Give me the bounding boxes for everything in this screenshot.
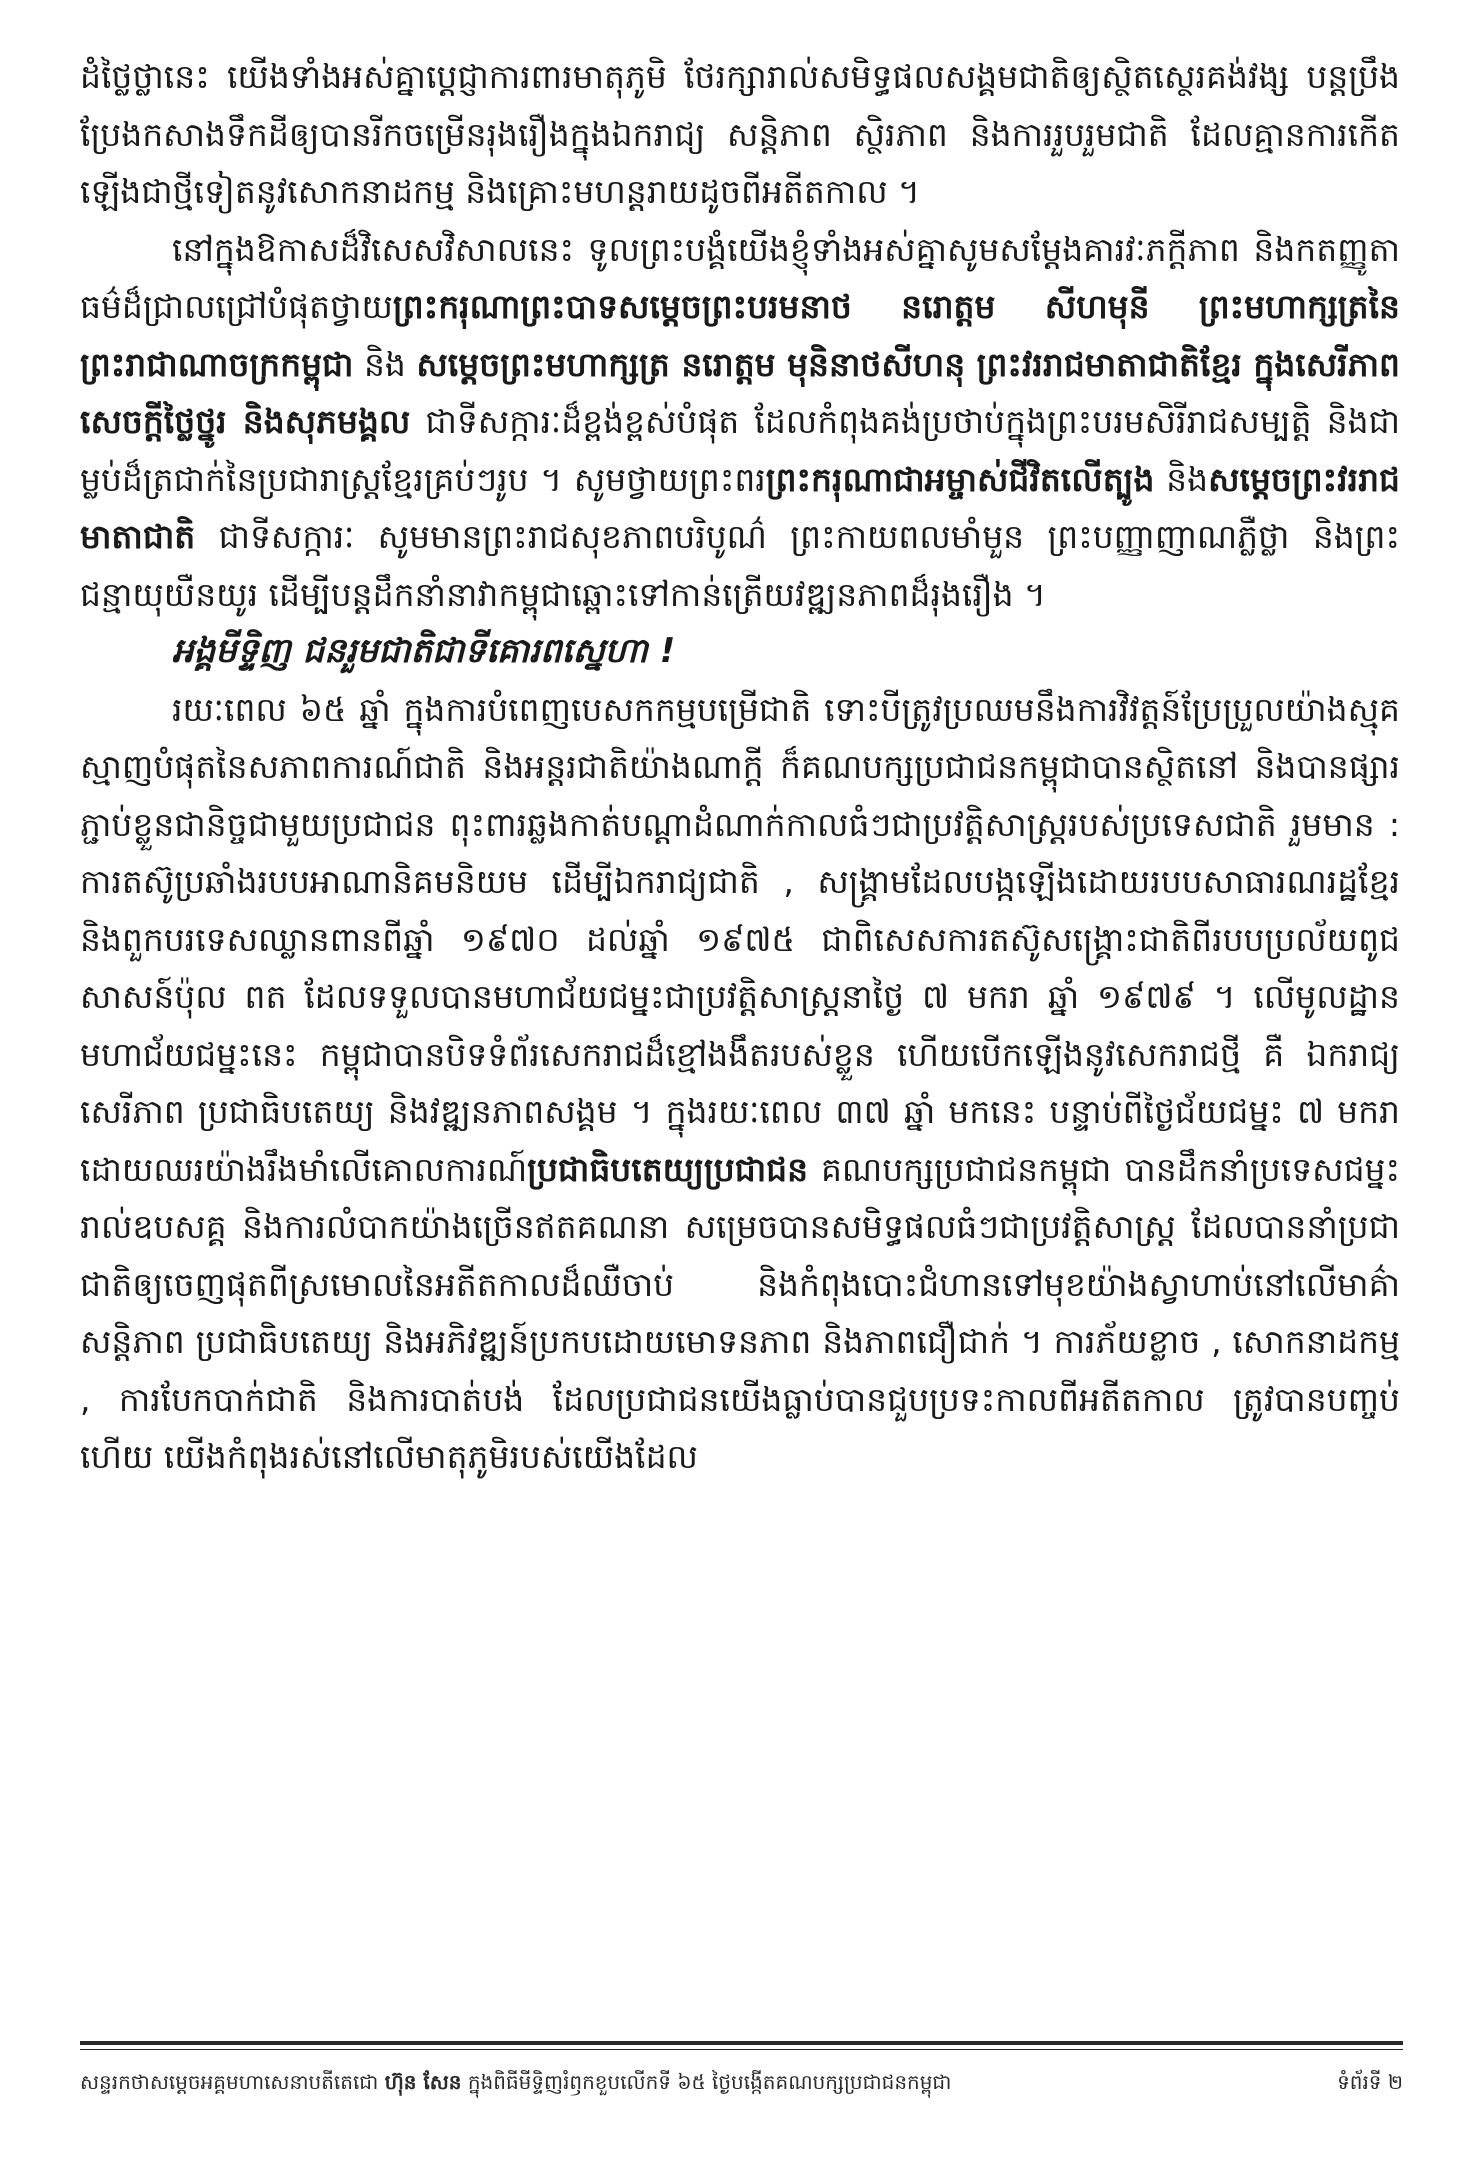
paragraph-2-text-4: និង — [1154, 459, 1209, 499]
royal-title-king: ព្រះករុណាព្រះបាទសម្តេចព្រះបរមនាថ នរោត្តម សីហមុនី ព្រះមហាក្សត្រនៃព្រះរាជាណាចក្រកម្ពុជា — [80, 287, 1400, 384]
paragraph-2-text-1: នៅក្នុងឱកាសដ៏វិសេសវិសាលនេះ ទូលព្រះបង្គំយើងខ្ញុំទាំងអស់គ្នាសូមសម្តែងគារវៈភក្តីភាព និងកតញ្ញូតាធម៌ដ៏ជ្រាលជ្រៅបំផុតថ្វាយ — [80, 229, 1400, 326]
paragraph-2-text-5: ជាទីសក្ការៈ សូមមានព្រះរាជសុខភាពបរិបូណ៌ ព្រះកាយពលមាំមួន ព្រះបញ្ញាញាណភ្លឺថ្លា និងព្រះជន្មាយុយឺនយូរ ដើម្បីបន្តដឹកនាំនាវាកម្ពុជាឆ្ពោះទៅកាន់ត្រើយវឌ្ឍនភាពដ៏រុងរឿង ។ — [80, 517, 1400, 614]
paragraph-2-text-3: ជាទីសក្ការៈដ៏ខ្ពង់ខ្ពស់បំផុត ដែលកំពុងគង់ប្រថាប់ក្នុងព្រះបរមសិរីរាជសម្បត្តិ និងជាម្លប់ដ៏ត្រជាក់នៃប្រជារាស្ត្រខ្មែរគ្រប់ៗរូប ។ សូមថ្វាយព្រះពរ — [80, 402, 1400, 499]
section-heading: អង្គមីទ្ទិញ ជនរួមជាតិជាទីគោរពស្នេហា ! — [172, 631, 676, 671]
royal-title-queen-mother-short: សម្តេចព្រះវររាជមាតាជាតិ — [80, 459, 1400, 556]
royal-title-king-short: ព្រះករុណាជាអម្ចាស់ជីវិតលើត្បូង — [765, 459, 1155, 499]
footer-divider-thick — [80, 2041, 1403, 2045]
footer-speaker-name: ហ៊ុន សែន — [384, 2070, 462, 2094]
peoples-democracy-term: ប្រជាធិបតេយ្យប្រជាជន — [527, 1149, 809, 1189]
footer-divider-thin — [80, 2049, 1403, 2050]
footer-title-text-2: ក្នុងពិធីមីទ្ទិញរំឭកខួបលើកទី ៦៥ ថ្ងៃបង្កើតគណបក្សប្រជាជនកម្ពុជា — [461, 2070, 952, 2094]
paragraph-3-text-1: រយៈពេល ៦៥ ឆ្នាំ ក្នុងការបំពេញបេសកកម្មបម្រើជាតិ ទោះបីត្រូវប្រឈមនឹងការវិវត្តន៍ប្រែប្រួលយ៉ាងស្មុគស្មាញបំផុតនៃសភាពការណ៍ជាតិ និងអន្តរជាតិយ៉ាងណាក្តី ក៏គណបក្សប្រជាជនកម្ពុជាបានស្ថិតនៅ និងបានផ្សារភ្ជាប់ខ្លួនជានិច្ចជាមួយប្រជាជន ពុះពារឆ្លងកាត់បណ្តាដំណាក់កាលធំៗជាប្រវត្តិសាស្ត្ររបស់ប្រទេសជាតិ រួមមាន : ការតស៊ូប្រឆាំងរបបអាណានិគមនិយម ដើម្បីឯករាជ្យជាតិ , សង្គ្រាមដែលបង្កឡើងដោយរបបសាធារណរដ្ឋខ្មែរ និងពួកបរទេសឈ្លានពានពីឆ្នាំ ១៩៧០ ដល់ឆ្នាំ ១៩៧៥ ជាពិសេសការតស៊ូសង្គ្រោះជាតិពីរបបប្រល័យពូជសាសន៍ប៉ុល ពត ដែលទទួលបានមហាជ័យជម្នះជាប្រវត្តិសាស្ត្រនាថ្ងៃ ៧ មករា ឆ្នាំ ១៩៧៩ ។ លើមូលដ្ឋានមហាជ័យជម្នះនេះ កម្ពុជាបានបិទទំព័រសេករាជដ៏ខ្មៅងងឹតរបស់ខ្លួន ហើយបើកឡើងនូវសេករាជថ្មី គឺ ឯករាជ្យ សេរីភាព ប្រជាធិបតេយ្យ និងវឌ្ឍនភាពសង្គម ។ ក្នុងរយៈពេល ៣៧ ឆ្នាំ មកនេះ បន្ទាប់ពីថ្ងៃជ័យជម្នះ ៧ មករា ដោយឈរយ៉ាងរឹងមាំលើគោលការណ៍ — [80, 689, 1400, 1189]
page-footer — [80, 2062, 1403, 2102]
paragraph-3 — [80, 681, 1400, 1486]
royal-title-queen-mother: សម្តេចព្រះមហាក្សត្រ នរោត្តម មុនិនាថសីហនុ ព្រះវររាជមាតាជាតិខ្មែរ ក្នុងសេរីភាព សេចក្តីថ្លៃថ្នូរ និងសុភមង្គល — [80, 344, 1400, 441]
paragraph-3-text-2: គណបក្សប្រជាជនកម្ពុជា បានដឹកនាំប្រទេសជម្នះរាល់ឧបសគ្គ និងការលំបាកយ៉ាងច្រើនឥតគណនា សម្រេចបានសមិទ្ធផលធំៗជាប្រវត្តិសាស្ត្រ ដែលបាននាំប្រជាជាតិឲ្យចេញផុតពីស្រមោលនៃអតីតកាលដ៏ឈឺចាប់ និងកំពុងបោះជំហានទៅមុខយ៉ាងស្វាហាប់នៅលើមាគ៌ាសន្តិភាព ប្រជាធិបតេយ្យ និងអភិវឌ្ឍន៍ប្រកបដោយមោទនភាព និងភាពជឿជាក់ ។ ការភ័យខ្លាច , សោកនាដកម្ម , ការបែកបាក់ជាតិ និងការបាត់បង់ ដែលប្រជាជនយើងធ្លាប់បានជួបប្រទះកាលពីអតីតកាល ត្រូវបានបញ្ចប់ហើយ យើងកំពុងរស់នៅលើមាតុភូមិរបស់យើងដែល — [80, 1149, 1400, 1476]
paragraph-1: ដំថ្លៃថ្លានេះ យើងទាំងអស់គ្នាប្តេជ្ញាការពារមាតុភូមិ ថែរក្សារាល់សមិទ្ធផលសង្គមជាតិឲ្យស្ថិតស្ថេរគង់វង្ស បន្តប្រឹងប្រែងកសាងទឹកដីឲ្យបានរីកចម្រើនរុងរឿងក្នុងឯករាជ្យ សន្តិភាព ស្ថិរភាព និងការរួបរួមជាតិ ដែលគ្មានការកើតឡើងជាថ្មីទៀតនូវសោកនាដកម្ម និងគ្រោះមហន្តរាយដូចពីអតីតកាល ។ — [80, 57, 1400, 211]
paragraph-2-text-2: និង — [353, 344, 417, 384]
document-body — [80, 48, 1400, 1486]
paragraph-2 — [80, 221, 1400, 624]
footer-title-text-1: សន្ទរកថាសម្តេចអគ្គមហាសេនាបតីតេជោ — [80, 2070, 385, 2094]
footer-title — [80, 2062, 951, 2102]
page-number: ទំព័រទី ២ — [1337, 2070, 1403, 2094]
